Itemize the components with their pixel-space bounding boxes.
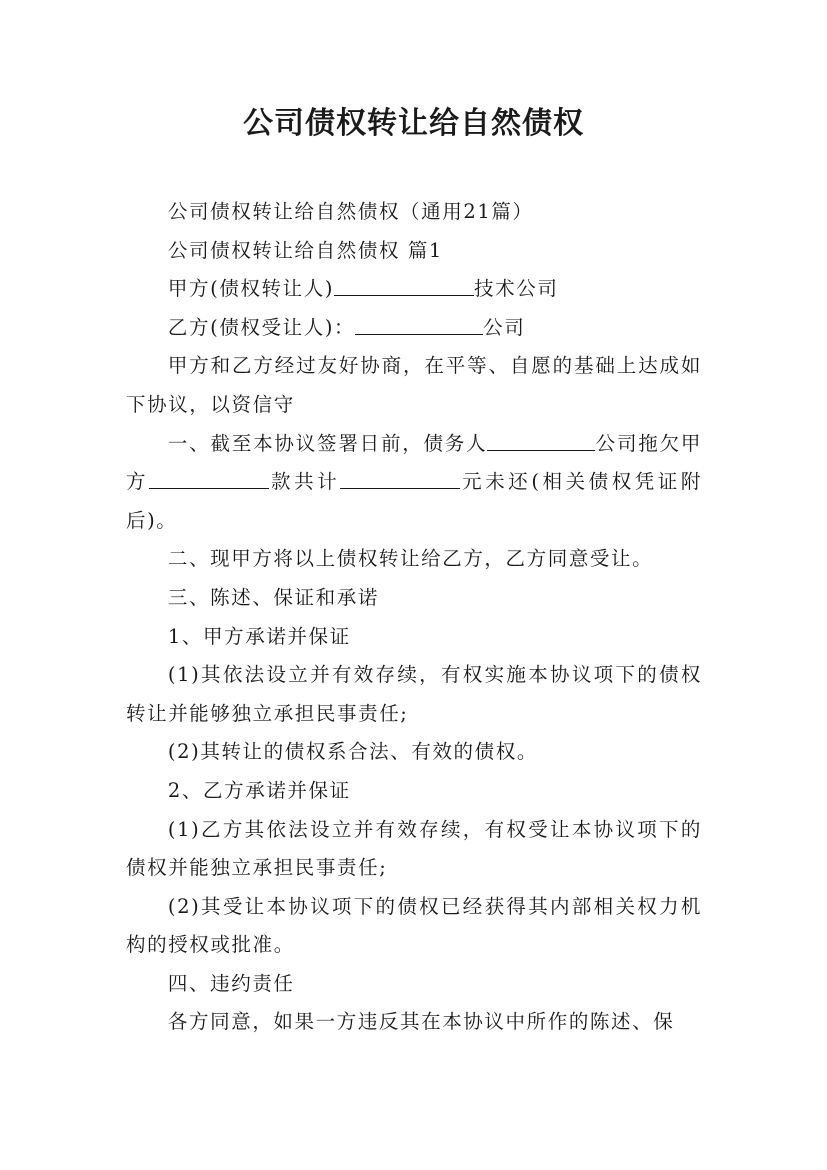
party-b-warranty-2: (2)其受让本协议项下的债权已经获得其内部相关权力机构的授权或批准。	[126, 894, 702, 957]
party-a-suffix: 技术公司	[474, 277, 559, 301]
party-b-label: 乙方(债权受让人)：	[167, 315, 356, 339]
amount-blank	[340, 468, 460, 489]
party-a-warranty-2: (2)其转让的债权系合法、有效的债权。	[167, 740, 538, 764]
party-a-blank	[334, 275, 474, 296]
clause-two: 二、现甲方将以上债权转让给乙方，乙方同意受让。	[167, 547, 654, 571]
liability-paragraph: 各方同意，如果一方违反其在本协议中所作的陈述、保	[167, 1010, 675, 1034]
document-body	[126, 193, 702, 1042]
clause-four-heading: 四、违约责任	[167, 971, 295, 995]
subtitle-paragraph: 公司债权转让给自然债权（通用21篇）	[167, 200, 534, 223]
debtor-blank	[487, 429, 595, 450]
agreement-intro: 甲方和乙方经过友好协商，在平等、自愿的基础上达成如下协议，以资信守	[126, 354, 702, 416]
clause-one-text-a: 一、截至本协议签署日前，债务人	[167, 431, 488, 455]
clause-one-text-d: 元未还(相关债权凭证附后)。	[126, 470, 702, 532]
clause-one	[126, 425, 702, 541]
party-a-label: 甲方(债权转让人)	[167, 277, 335, 301]
party-b-line	[126, 309, 702, 348]
party-a-warranty-heading: 1、甲方承诺并保证	[167, 624, 351, 648]
clause-one-text-c: 款共计	[269, 470, 341, 494]
party-a-warranty-1: (1)其依法设立并有效存续，有权实施本协议项下的债权转让并能够独立承担民事责任;	[126, 663, 702, 725]
party-a-line	[126, 270, 702, 309]
document-title: 公司债权转让给自然债权	[243, 106, 584, 141]
party-b-warranty-1: (1)乙方其依法设立并有效存续，有权受让本协议项下的债权并能独立承担民事责任;	[126, 817, 702, 880]
section-heading: 公司债权转让给自然债权 篇1	[167, 238, 443, 262]
party-b-blank	[355, 313, 483, 334]
payment-type-blank	[149, 468, 269, 489]
clause-one-text-b: 公司拖欠甲方	[126, 431, 702, 494]
party-b-suffix: 公司	[483, 315, 526, 339]
clause-three-heading: 三、陈述、保证和承诺	[167, 585, 379, 609]
party-b-warranty-heading: 2、乙方承诺并保证	[167, 778, 351, 802]
